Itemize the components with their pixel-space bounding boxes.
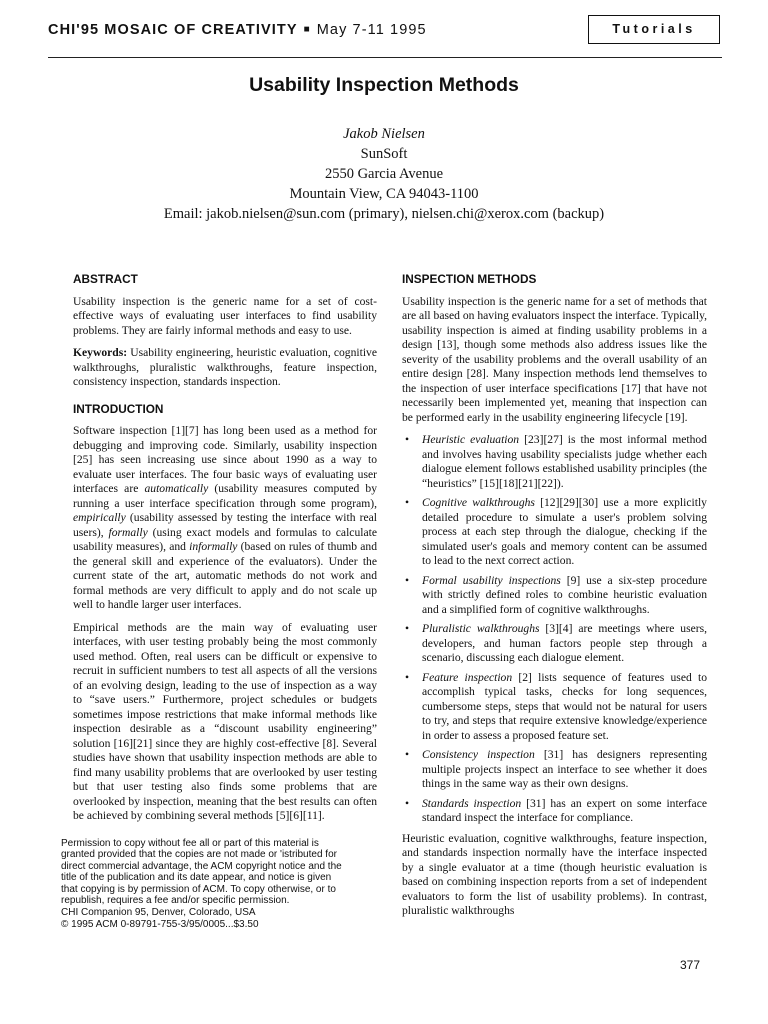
intro-emphasis: informally <box>189 540 238 553</box>
permission-line: Permission to copy without fee all or part of this material is <box>61 837 319 849</box>
conference-date: May 7-11 1995 <box>316 22 427 38</box>
intro-text: (using exact models and formulas to calculate usability measures), and <box>73 525 377 553</box>
method-description: [31] has an expert on some interface standard inspect the interface for compliance. <box>422 796 707 824</box>
permission-line: that copying is by permission of ACM. To copy otherwise, or to <box>61 883 336 895</box>
inspection-intro: Usability inspection is the generic name for a set of methods that are all based on having evaluators inspect the interface. Typically, usability inspection is aimed at finding usability problems in a design [13], though some methods also address issues like the severity of the usability problems and the overall usability of an entire design [28]. Many inspection methods lend themselves to the inspection of user interface specifications [17] that have not necessarily been implemented yet, meaning that inspection can be performed early in the usability engineering lifecycle [19]. <box>402 294 708 424</box>
list-item <box>402 748 707 792</box>
running-header <box>48 22 427 38</box>
abstract-text: Usability inspection is the generic name for a set of cost-effective ways of evaluating user interfaces to find usability problems. They are fairly informal methods and easy to use. <box>73 294 377 337</box>
intro-emphasis: automatically <box>144 482 209 495</box>
inspection-closing: Heuristic evaluation, cognitive walkthroughs, feature inspection, and standards inspection normally have the interface inspected by a single evaluator at a time (though heuristic evaluation is based on combining inspection reports from a set of independent evaluators to form the list of usability problems). In contrast, pluralistic walkthroughs <box>402 831 707 917</box>
introduction-paragraph-2: Empirical methods are the main way of evaluating user interfaces, with user testing probably being the most commonly used method. Often, real users can be difficult or expensive to recruit in sufficient numbers to test all aspects of all the versions of an evolving design, leading to the use of inspection as a way to “save users.” Furthermore, project schedules or budgets sometimes impose restrictions that make informal methods like inspection desirable as a “discount usability engineering” solution [16][21] since they are highly cost-effective [8]. Several studies have shown that usability inspection methods are able to find many usability problems that are overlooked by user testing but that user testing also finds some problems that are overlooked by inspection, meaning that the best results can often be achieved by combining several methods [5][6][11]. <box>73 620 377 822</box>
permission-notice <box>61 838 377 931</box>
intro-text: (usability assessed by testing the interface with real users), <box>73 511 377 539</box>
intro-text: (based on rules of thumb and the general skill and experience of the evaluators). Under the current state of the art, automatic methods do not work and formal methods are very difficult to apply and do not scale up well to handle larger user interfaces. <box>73 540 377 611</box>
keywords-label: Keywords: <box>73 346 128 359</box>
list-item <box>402 671 707 744</box>
permission-line: granted provided that the copies are not made or 'istributed for <box>61 849 337 861</box>
intro-text: (usability measures computed by running a user interface specification through some program), <box>73 482 377 510</box>
intro-emphasis: empirically <box>73 511 126 524</box>
method-description: [9] use a six-step procedure with strictly defined roles to combine heuristic evaluation and a simplified form of cognitive walkthroughs. <box>422 573 707 616</box>
paper-title: Usability Inspection Methods <box>249 74 519 96</box>
method-list <box>402 433 707 826</box>
method-description: [23][27] is the most informal method and involves having usability specialists judge whether each dialogue element follows established usability principles (the “heuristics” [15][18][21][22]). <box>422 433 707 490</box>
author-city: Mountain View, CA 94043-1100 <box>289 186 479 202</box>
abstract-heading: ABSTRACT <box>73 272 138 286</box>
method-description: [12][29][30] use a more explicitly detailed procedure to simulate a user's problem solving process at each step through the dialogue, checking if the simulated user's goals and memory content can be assumed to lead to the next correct action. <box>422 496 707 567</box>
list-item <box>402 496 707 569</box>
method-term: Standards inspection <box>422 796 522 810</box>
author-name: Jakob Nielsen <box>343 126 425 142</box>
permission-line: title of the publication and its date appear, and notice is given <box>61 872 332 884</box>
author-email: Email: jakob.nielsen@sun.com (primary), nielsen.chi@xerox.com (backup) <box>163 206 605 222</box>
page-number: 377 <box>680 958 701 972</box>
permission-line: direct commercial advantage, the ACM copyright notice and the <box>61 860 342 872</box>
left-column <box>61 272 377 930</box>
list-item <box>402 622 707 666</box>
permission-line: CHI Companion 95, Denver, Colorado, USA <box>61 907 256 919</box>
method-description: [2] lists sequence of features used to accomplish typical tasks, checks for long sequences, cumbersome steps, steps that would not be natural for users to try, and steps that require extensive knowledge/experience in order to assess a proposed feature set. <box>422 670 707 742</box>
header-rule <box>48 57 722 58</box>
method-description: [3][4] are meetings where users, developers, and human factors people step through a scenario, discussing each dialogue element. <box>422 622 708 664</box>
intro-emphasis: formally <box>108 525 148 539</box>
section-tag: Tutorials <box>588 15 720 44</box>
keywords-text: Usability engineering, heuristic evaluation, cognitive walkthroughs, pluralistic walkthroughs, feature inspection, consistency inspection, standards inspection. <box>73 346 377 388</box>
keywords-paragraph <box>73 346 377 390</box>
list-item <box>402 433 707 491</box>
introduction-paragraph-1 <box>73 424 377 613</box>
method-term: Cognitive walkthroughs <box>422 496 535 509</box>
method-description: [31] has designers representing multiple projects inspect an interface to see whether it does things in the same way as their own designs. <box>422 748 707 790</box>
method-term: Heuristic evaluation <box>422 433 520 446</box>
inspection-methods-heading: INSPECTION METHODS <box>402 272 537 286</box>
method-term: Formal usability inspections <box>422 573 561 587</box>
method-term: Pluralistic walkthroughs <box>422 622 540 635</box>
author-street: 2550 Garcia Avenue <box>324 166 444 182</box>
intro-text: Software inspection [1][7] has long been used as a method for debugging and improving code. Similarly, usability inspection [25] has seen increasing use since about 1990 as a way to evaluate user interfaces. The four basic ways of evaluating user interfaces are <box>73 424 377 495</box>
permission-line: republish, requires a fee and/or specific permission. <box>61 895 290 907</box>
separator-square-icon: ■ <box>303 24 311 35</box>
method-term: Feature inspection <box>422 670 513 684</box>
method-term: Consistency inspection <box>422 748 535 761</box>
introduction-heading: INTRODUCTION <box>73 401 164 416</box>
list-item <box>402 797 707 826</box>
author-block <box>0 124 768 224</box>
right-column <box>402 272 707 927</box>
permission-line: © 1995 ACM 0-89791-755-3/95/0005...$3.50 <box>61 918 259 930</box>
list-item <box>402 574 707 618</box>
author-org: SunSoft <box>360 146 408 162</box>
conference-name: CHI'95 MOSAIC OF CREATIVITY <box>48 22 298 38</box>
